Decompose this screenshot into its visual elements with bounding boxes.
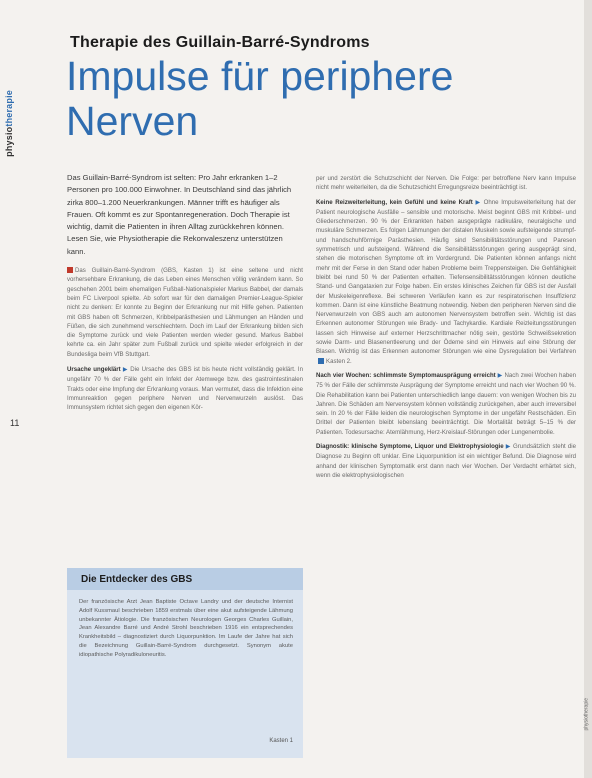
subhead-cause: Ursache ungeklärt [67,366,121,374]
section-label-part2: therapie [4,90,14,127]
corner-mark: physiotherapie [584,698,590,731]
article-lead: Das Guillain-Barré-Syndrom ist selten: Pro Jahr erkranken 1–2 Personen pro 100.000 Einwohner. In Deutschland sind das jährlich zirka 800–1.200 Neuerkrankungen. Männer trifft es häufiger als Frauen. Oft kommt es zur Spontanregeneration. Doch Therapie ist wichtig, damit die Patienten in ihren Alltag zurückkehren können. Lesen Sie, wie Physiotherapie die Rekonvaleszenz unterstützen kann. [67,173,292,256]
info-box-body: Der französische Arzt Jean Baptiste Octave Landry und der deutsche Internist Adolf Kussmaul beschrieben 1859 erstmals über eine akut aufsteigende Lähmung unbekannter Ätiologie. Die französischen Neurologen Georges Charles Guillain, Jean Alexandre Barré und André Strohl beschrieben 1916 ein entsprechendes Krankheitsbild – diagnostiziert durch Liquorpunktion. Im Laufe der Jahre hat sich die Bezeichnung Guillain-Barré-Syndrom durchgesetzt. Synonym akute idiopathische Polyradikuloneuritis. [79,599,293,658]
triangle-icon: ▶ [472,199,484,206]
triangle-icon: ▶ [120,367,131,374]
article-headline [66,54,453,144]
article-kicker: Therapie des Guillain-Barré-Syndroms [70,34,370,51]
paragraph-diagnostics: Diagnostik: klinische Symptome, Liquor und Elektrophysiologie ▶ Grundsätzlich steht die Diagnose zu Beginn oft unklar. Eine Liquorpunktion ist ein wichtiger Befund. Die Diagnose wird anhand der klinischen Symptomatik erst dann nach vier Wochen. Der Verdacht erhärtet sich, wenn die elektrophysiologischen [316,443,576,479]
info-box-label: Kasten 1 [269,738,293,744]
left-column [67,172,303,416]
subhead-symptoms: Keine Reizweiterleitung, kein Gefühl und keine Kraft [316,198,473,206]
paragraph-cause: Ursache ungeklärt ▶ Die Ursache des GBS ist bis heute nicht vollständig geklärt. In ungefähr 70 % der Fälle geht ein Infekt der Atemwege bzw. des gastrointestinalen Trakts oder eine Impfung der Erkrankung voraus. Man vermutet, dass die Infektion eine Immunreaktion gegen periphere Nerven und Nervenwurzeln auslöst. Das Immunsystem richtet sich gegen den eigenen Kör- [67,366,304,412]
page-number: 11 [10,418,20,428]
paragraph-continued: per und zerstört die Schutzschicht der Nerven. Die Folge: per betroffene Nerv kann Impulse nicht mehr weiterleiten, da die Schutzschicht Erregungsreize beeinträchtigt ist. [316,175,576,192]
subhead-diagnostics: Diagnostik: klinische Symptome, Liquor und Elektrophysiologie [316,443,504,451]
headline-line-2: Nerven [66,98,199,144]
page-edge [584,0,592,778]
subhead-peak: Nach vier Wochen: schlimmste Symptomausprägung erreicht [316,371,496,379]
triangle-icon: ▶ [503,444,514,451]
paragraph-peak: Nach vier Wochen: schlimmste Symptomausprägung erreicht ▶ Nach zwei Wochen haben 75 % der Fälle der schlimmste Ausprägung der Symptome erreicht und nach vier Wochen 90 %. Die Rehabilitation kann bei Patienten unterschiedlich lange dauern: von wenigen Wochen bis zu Jahren. Die Schäden am Nervensystem können vollständig zurückgehen, aber auch irreversibel sein. In 20 % der Fälle leiden die neurologischen Symptome in der ungefähr Restschäden. Ein Drittel der Patienten bleibt lebenslang beeinträchtigt. Die Mortalität beträgt 5–15 % der Patienten. Todesursache: Atemlähmung, Herz-Kreislauf-Störungen oder Lungenembolie. [316,371,577,436]
paragraph-symptoms: Keine Reizweiterleitung, kein Gefühl und keine Kraft ▶ Ohne Impulsweiterleitung hat der Patient neurologische Ausfälle – sensible und motorische. Meist beginnt GBS mit Kribbel- und Gliederschmerzen. 90 % der Erkrankten haben ausgeprägte radikuläre, neuralgische und muskuläre Schmerzen. Es folgen Lähmungen der distalen Muskeln sowie aufsteigende strumpf- und handschuhförmige Parästhesien. Häufig sind Sensibilitätsstörungen und Paresen symmetrisch und aufsteigend. Während die Sensibilitätsstörungen gering ausgeprägt sind, stehen die motorischen Symptome oft im Vordergrund. Die Patienten können anfangs nicht mehr mit der Ferse in den Stand oder haben Probleme beim Treppensteigen. Die Gehfähigkeit bleibt bei rund 50 % der Patienten erhalten. Tiefensensibilitätsstörungen können deutliche Stand- und Gangataxien zur Folge haben. Ein erstes klinisches Zeichen für GBS ist der Ausfall der Muskeleigenreflexe. Bei schweren Verläufen kann es zur respiratorischen Insuffizienz kommen. Dann ist eine künstliche Beatmung notwendig. Neben den peripheren Nerven sind die Nervenwurzeln von GBS auch am autonomen Nervensystem betroffen sein. Wichtig ist das Erkennen autonomer Störungen wie Brady- und Tachykardie. Kardiale Reizleitungsstörungen lassen sich Hinweise auf externer Herzschrittmacher nötig sein, gestörte Schweißsekretion sowie Darm- und Blasenentleerung und der Ödeme sind ein Hinweis auf eine Störung der Blasen. Wichtig ist das Erkennen autonomer Störungen wie eine Dysregulation bei VerfahrenKasten 2. [316,198,576,365]
info-box-title: Die Entdecker des GBS [67,568,303,590]
headline-line-1: Impulse für periphere [66,53,454,99]
section-label-part1: physio [4,126,14,157]
triangle-icon: ▶ [495,372,505,379]
start-marker-icon [67,267,73,273]
right-column [316,174,576,483]
section-label [4,90,18,200]
box-reference-icon [318,358,324,364]
paragraph-intro: Das Guillain-Barré-Syndrom (GBS, Kasten 1) ist eine seltene und nicht vorhersehbare Erkrankung, die das Leben eines Menschen völlig verändern kann. So geschehen 2001 beim ehemaligen Fußball-Nationalspieler Markus Babbel, der damals beim FC Liverpool spielte. Ab sofort war für den damaligen Premier-League-Spieler nicht zu denken: Er konnte zu Beginn der Erkrankung nur mit Hilfe gehen. Patienten mit GBS haben oft Schmerzen, Kribbelparästhesien und Lähmungen an Händen und Füßen, die sich zunehmend verschlechtern. Doch im Lauf der Erkrankung bilden sich die Symptome zurück und viele Patienten werden wieder gesund. Markus Babbel kehrte ca. ein Jahr später zum Fußball zurück und spielte wieder erfolgreich in der Bundesliga beim VfB Stuttgart. [67,267,303,358]
info-box-discoverers [67,568,303,758]
